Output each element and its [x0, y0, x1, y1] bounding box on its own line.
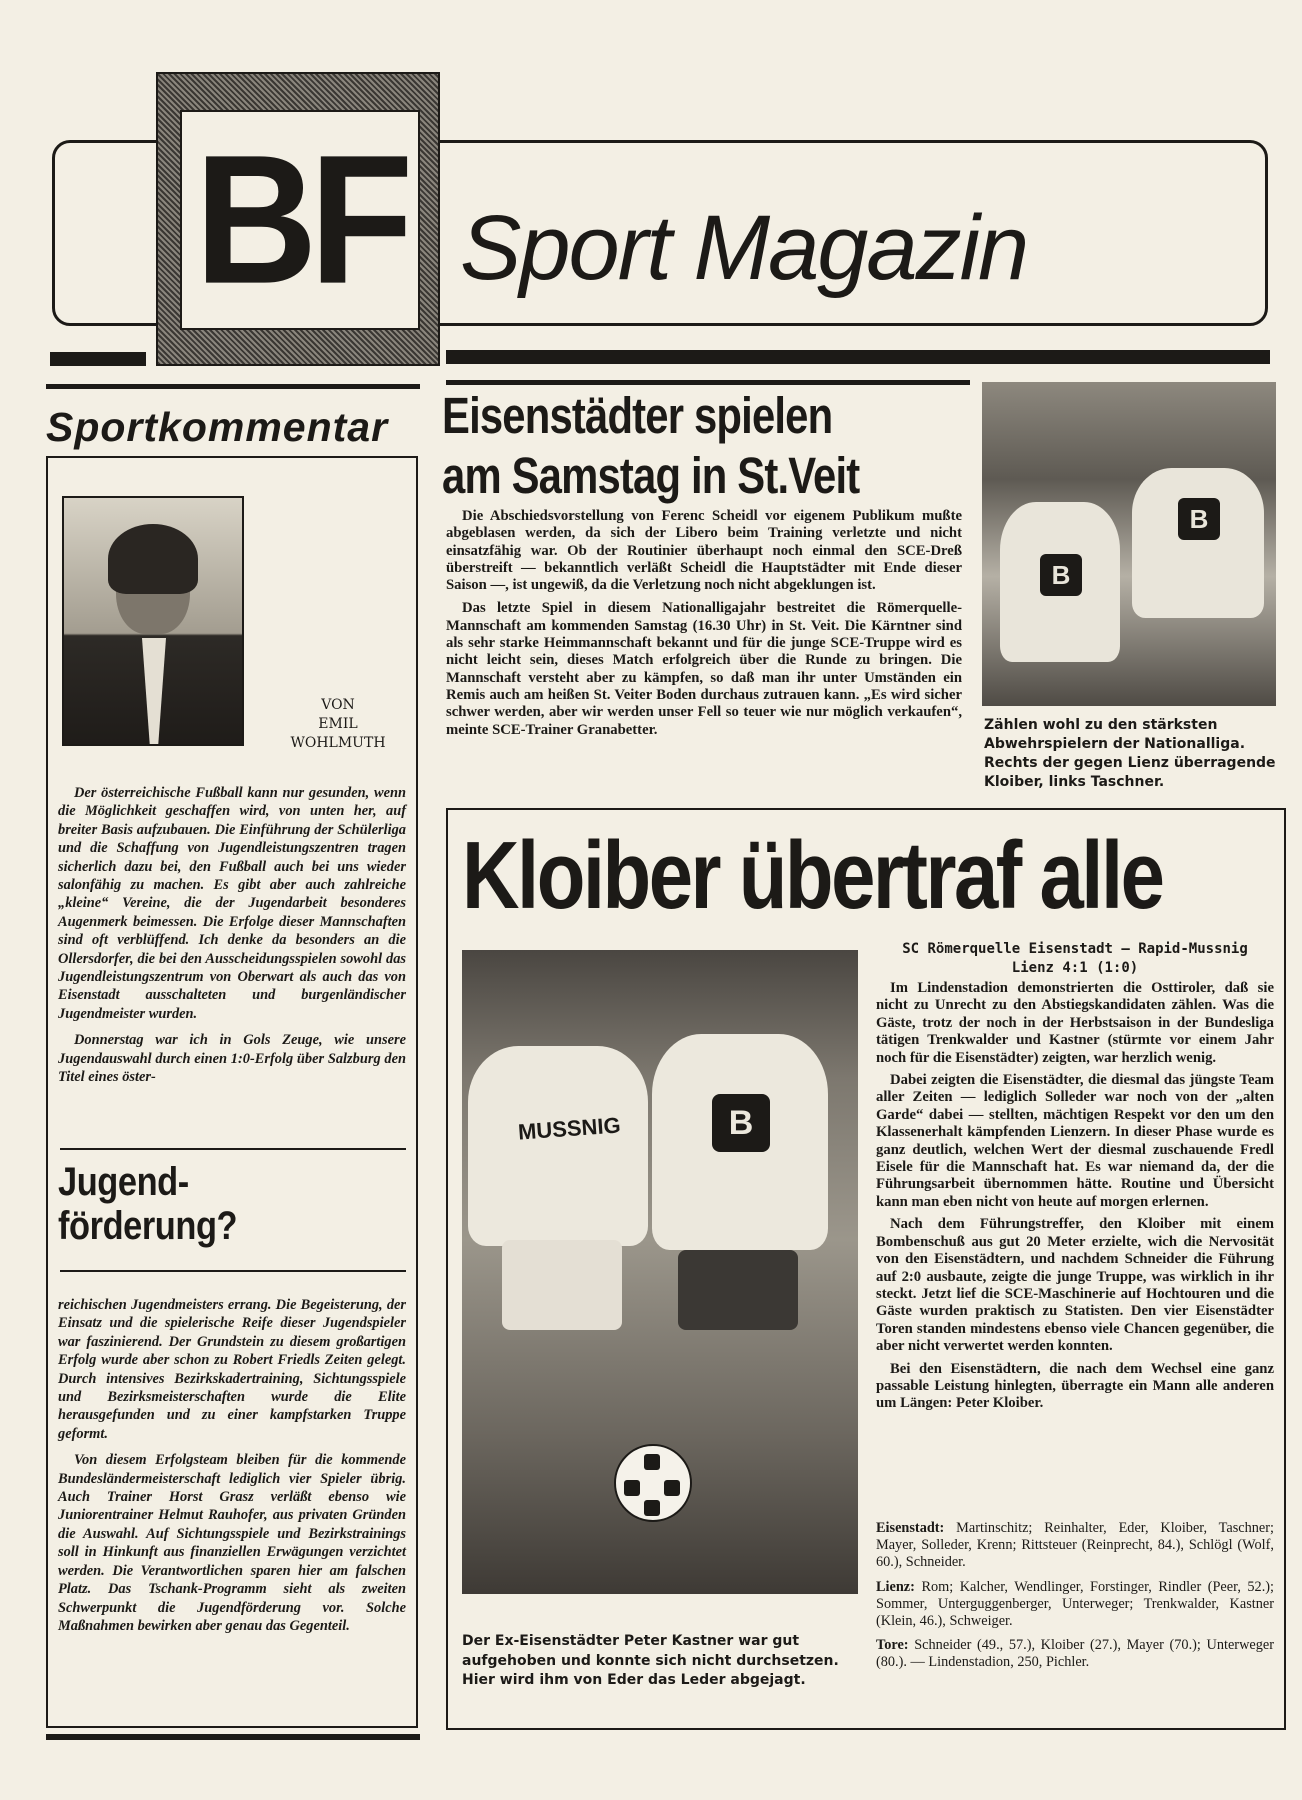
left-column-top-rule — [46, 384, 420, 389]
photo-caption: Zählen wohl zu den stärksten Abwehrspielern der Nationalliga. Rechts der gegen Lienz überragende Kloiber, links Taschner. — [984, 717, 1276, 790]
lineups — [876, 1520, 1274, 1679]
football — [614, 1444, 692, 1522]
masthead-rule-left — [50, 352, 146, 366]
logo-text: BF — [194, 117, 406, 323]
article-paragraph: Dabei zeigten die Eisenstädter, die diesmal das jüngste Team aller Zeiten — lediglich Solleder war noch von der „alten Garde“ dabei — stellten, mächtigen Respekt vor den um den Klassenerhalt kämpfenden Lienzern. In dieser Phase wurde es ganz deutlich, welchen Wert der diesmal zuschauende Fredl Eisele für die Mannschaft hat. Es war niemand da, der die Führungsarbeit übernommen hätte. Routine und Übersicht kann man eben nicht von heute auf morgen erlernen. — [876, 1072, 1274, 1210]
lineup-lienz: Lienz: Rom; Kalcher, Wendlinger, Forstinger, Rindler (Peer, 52.); Sommer, Unterguggenberger, Unterweger; Trenkwalder, Kastner (Klein, 46.), Schweiger. — [876, 1578, 1274, 1630]
article-paragraph: Bei den Eisenstädtern, die nach dem Wechsel eine ganz passable Leistung hinlegten, überragte ein Mann alle anderen um Längen: Peter Kloiber. — [876, 1360, 1274, 1412]
byline: VON EMIL WOHLMUTH — [290, 697, 386, 751]
divider — [60, 1270, 406, 1272]
match-result-heading: SC Römerquelle Eisenstadt — Rapid-Mussnig Lienz 4:1 (1:0) — [902, 941, 1248, 976]
article-paragraph: Im Lindenstadion demonstrierten die Osttiroler, daß sie nicht zu Unrecht zu den Abstiegskandidaten zählen. Was die Gäste, trotz der noch in der Herbstsaison in der Bundesliga tätigen Trenkwalder und Kastner (stürmte vor einem Jahr noch für die Eisenstädter) zeigten, war herzlich wenig. — [876, 980, 1274, 1066]
commentary-title: Jugend- förderung? — [58, 1160, 238, 1248]
masthead-rule-right — [446, 350, 1270, 364]
commentary-text-part2 — [58, 1296, 406, 1643]
commentary-paragraph: Von diesem Erfolgsteam bleiben für die kommende Bundesländermeisterschaft lediglich vier Spieler übrig. Auch Trainer Horst Grasz verläßt ebenso wie Juniorentrainer Helmut Rauhofer, aus privaten Gründen die Auswahl. Auf Sichtungsspiele und Bezirkstrainings soll in Hinkunft aus finanziellen Erwägungen verzichtet werden. Die Verantwortlichen sparen hier am falschen Platz. Das Tschank-Programm sieht als zweiten Schwerpunkt die Jugendförderung vor. Solche Maßnahmen bewirken aber genau das Gegenteil. — [58, 1452, 406, 1634]
masthead-title: Sport Magazin — [460, 197, 1028, 299]
top-story-body — [446, 508, 962, 745]
commentary-paragraph: Donnerstag war ich in Gols Zeuge, wie unsere Jugendauswahl durch einen 1:0-Erfolg über Salzburg den Titel eines öster- — [58, 1032, 406, 1086]
goals-line: Tore: Schneider (49., 57.), Kloiber (27.), Mayer (70.); Unterweger (80.). — Lindenstadion, 250, Pichler. — [876, 1637, 1274, 1671]
bottom-rule — [46, 1734, 420, 1740]
article-paragraph: Nach dem Führungstreffer, den Kloiber mit einem Bombenschuß aus gut 20 Meter erzielte, wich die Nervosität von den Eisenstädtern, und nachdem Schneider die Führung auf 2:0 ausbaute, zeigte die junge Truppe, was wirklich in ihr steckt. Jetzt lief die SCE-Maschinerie auf Hochtouren und die Gäste wurden praktisch zu Statisten. Den vier Eisenstädter Toren standen mindestens ebenso viele Chancen gegenüber, die aber nicht verwertet werden konnten. — [876, 1216, 1274, 1355]
lineup-eisenstadt: Eisenstadt: Martinschitz; Reinhalter, Eder, Kloiber, Taschner; Mayer, Solleder, Krenn; Rittsteuer (Reinprecht, 84.), Schlögl (Wolf, 60.), Schneider. — [876, 1520, 1274, 1571]
article-paragraph: Das letzte Spiel in diesem Nationalligajahr bestreitet die Römerquelle-Mannschaft am kommenden Samstag (16.30 Uhr) in St. Veit. Die Kärntner sind als sehr starke Heimmannschaft bekannt und für die junge SCE-Truppe wird es nicht leicht sein, dieses Match erfolgreich über die Runde zu bringen. Die Mannschaft versteht aber zu kämpfen, so daß man ihr unter Umständen ein Remis auch am heißen St. Veiter Boden durchaus zutrauen kann. „Es wird sicher schwer werden, aber wir werden unser Fell so teuer wie nur möglich verkaufen“, meinte SCE-Trainer Granabetter. — [446, 600, 962, 738]
masthead-logo — [156, 72, 440, 366]
photo-caption: Der Ex-Eisenstädter Peter Kastner war gut aufgehoben und konnte sich nicht durchsetzen. Hier wird ihm von Eder das Leder abgejagt. — [462, 1633, 839, 1688]
main-story-headline: Kloiber übertraf alle — [462, 822, 1163, 929]
club-emblem-icon: B — [1040, 554, 1082, 596]
club-emblem-icon: B — [712, 1094, 770, 1152]
club-emblem-icon: B — [1178, 498, 1220, 540]
commentary-paragraph: reichischen Jugendmeisters errang. Die Begeisterung, der Einsatz und die spielerische Reife dieser Jugendspieler war faszinierend. Der Grundstein zu diesem großartigen Erfolg wurde aber schon zu Robert Friedls Zeiten gelegt. Durch intensives Bezirkskadertraining, Sichtungsspiele und Bezirksmeisterschaften wurde die Elite herausgefunden und zu einer kampfstarken Truppe geformt. — [58, 1297, 406, 1442]
commentary-text-part1 — [58, 784, 406, 1095]
author-photo — [62, 496, 244, 746]
match-report — [876, 980, 1274, 1418]
divider — [60, 1148, 406, 1150]
commentary-paragraph: Der österreichische Fußball kann nur gesunden, wenn die Möglichkeit geschaffen wird, von unten her, auf breiter Basis aufzubauen. Die Einführung der Schülerliga und die Schaffung von Jugendleistungszentren tragen sicherlich dazu bei, den Fußball auch bei uns wieder salonfähig zu machen. Es gibt aber auch zahlreiche „kleine“ Vereine, die der Jugendarbeit besonderes Augenmerk beimessen. Die Erfolge dieser Mannschaften sind oft verblüffend. Ich denke da besonders an die Ollersdorfer, die bei den Ausscheidungsspielen sowohl das Jugendleistungszentrum von Oberwart als auch das von Eisenstadt ausschalteten und burgenländischer Jugendmeister wurden. — [58, 785, 406, 1022]
players-photo — [982, 382, 1276, 706]
article-paragraph: Die Abschiedsvorstellung von Ferenc Scheidl vor eigenem Publikum mußte abgeblasen werden, da sich der Libero beim Training verletzte und nicht einsatzfähig war. Ob der Routinier überhaupt noch einmal den SCE-Dreß überstreift — bekanntlich verläßt Scheidl die Hauptstädter mit Ende dieser Saison —, ist ungewiß, da die Verletzung noch nicht abgeklungen ist. — [446, 508, 962, 594]
top-story-headline: Eisenstädter spielen am Samstag in St.Veit — [442, 387, 860, 504]
match-photo: MUSSNIG B — [462, 950, 858, 1594]
top-story-rule — [446, 380, 970, 385]
section-heading: Sportkommentar — [46, 404, 389, 450]
